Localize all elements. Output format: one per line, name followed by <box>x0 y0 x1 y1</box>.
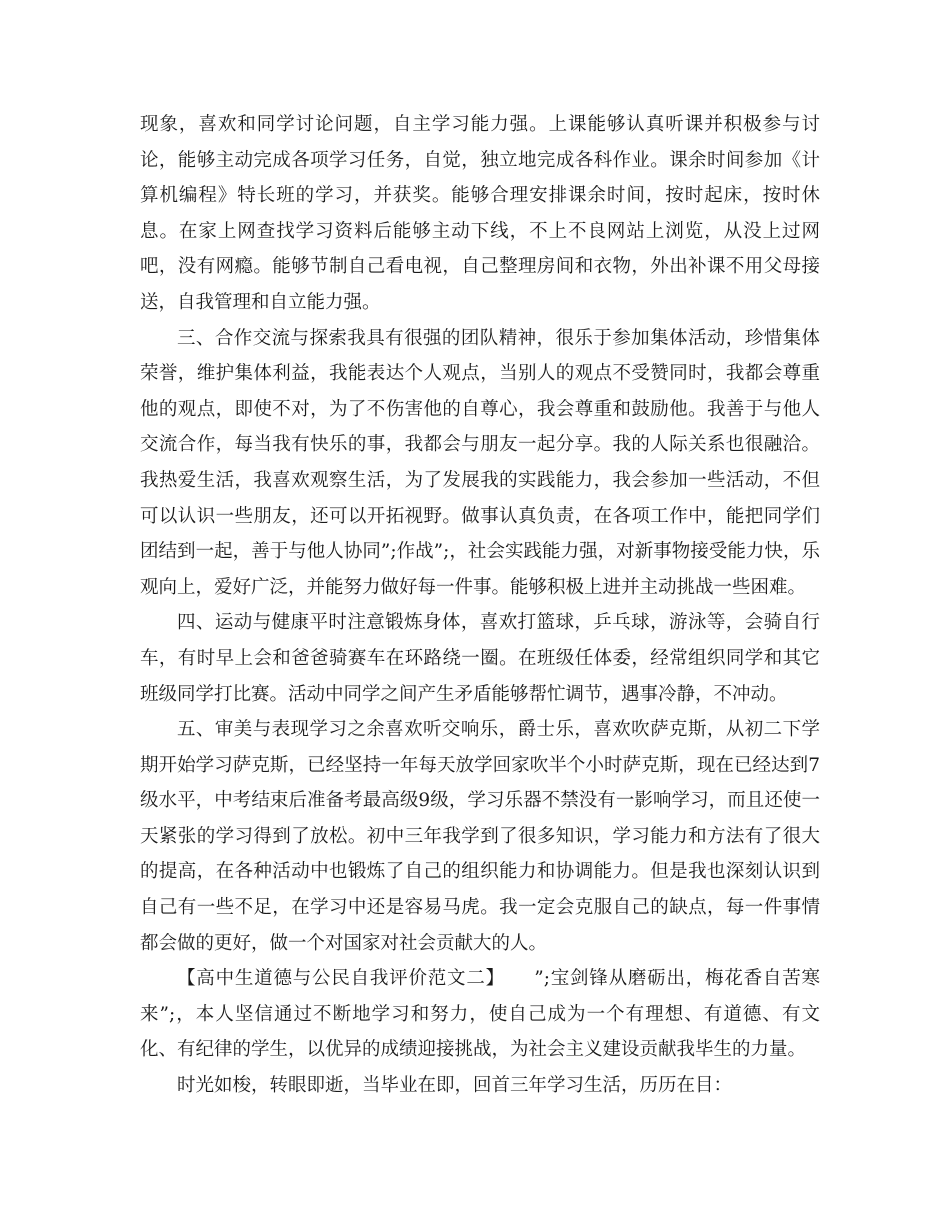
paragraph-sports-health: 四、运动与健康平时注意锻炼身体，喜欢打篮球，乒乓球，游泳等，会骑自行车，有时早上会和爸爸骑赛车在环路绕一圈。在班级任体委，经常组织同学和其它班级同学打比赛。活动中同学之间产生矛盾能够帮忙调节，遇事冷静，不冲动。 <box>140 612 820 705</box>
paragraph-aesthetics: 五、审美与表现学习之余喜欢听交响乐，爵士乐，喜欢吹萨克斯，从初二下学期开始学习萨克斯，已经坚持一年每天放学回家吹半个小时萨克斯，现在已经达到7级水平，中考结束后准备考最高级9级，学习乐器不禁没有一影响学习，而且还使一天紧张的学习得到了放松。初中三年我学到了很多知识，学习能力和方法有了很大的提高，在各种活动中也锻炼了自己的组织能力和协调能力。但是我也深刻认识到自己有一些不足，在学习中还是容易马虎。我一定会克服自己的缺点，每一件事情都会做的更好，做一个对国家对社会贡献大的人。 <box>140 719 820 954</box>
paragraph-sample-two: 【高中生道德与公民自我评价范文二】 ”;宝剑锋从磨砺出，梅花香自苦寒来”;，本人坚信通过不断地学习和努力，使自己成为一个有理想、有道德、有文化、有纪律的学生，以优异的成绩迎接挑战，为社会主义建设贡献我毕生的力量。 <box>140 968 820 1061</box>
paragraph-continuation: 现象，喜欢和同学讨论问题，自主学习能力强。上课能够认真听课并积极参与讨论，能够主动完成各项学习任务，自觉，独立地完成各科作业。课余时间参加《计算机编程》特长班的学习，并获奖。能够合理安排课余时间，按时起床，按时休息。在家上网查找学习资料后能够主动下线，不上不良网站上浏览，从没上过网吧，没有网瘾。能够节制自己看电视，自己整理房间和衣物，外出补课不用父母接送，自我管理和自立能力强。 <box>140 114 820 313</box>
document-body <box>140 107 820 1104</box>
paragraph-closing: 时光如梭，转眼即逝，当毕业在即，回首三年学习生活，历历在目： <box>177 1075 733 1097</box>
paragraph-cooperation: 三、合作交流与探索我具有很强的团队精神，很乐于参加集体活动，珍惜集体荣誉，维护集体利益，我能表达个人观点，当别人的观点不受赞同时，我都会尊重他的观点，即使不对，为了不伤害他的自尊心，我会尊重和鼓励他。我善于与他人交流合作，每当我有快乐的事，我都会与朋友一起分享。我的人际关系也很融洽。我热爱生活，我喜欢观察生活，为了发展我的实践能力，我会参加一些活动，不但可以认识一些朋友，还可以开拓视野。做事认真负责，在各项工作中，能把同学们团结到一起，善于与他人协同”;作战”;，社会实践能力强，对新事物接受能力快，乐观向上，爱好广泛，并能努力做好每一件事。能够积极上进并主动挑战一些困难。 <box>140 327 820 598</box>
